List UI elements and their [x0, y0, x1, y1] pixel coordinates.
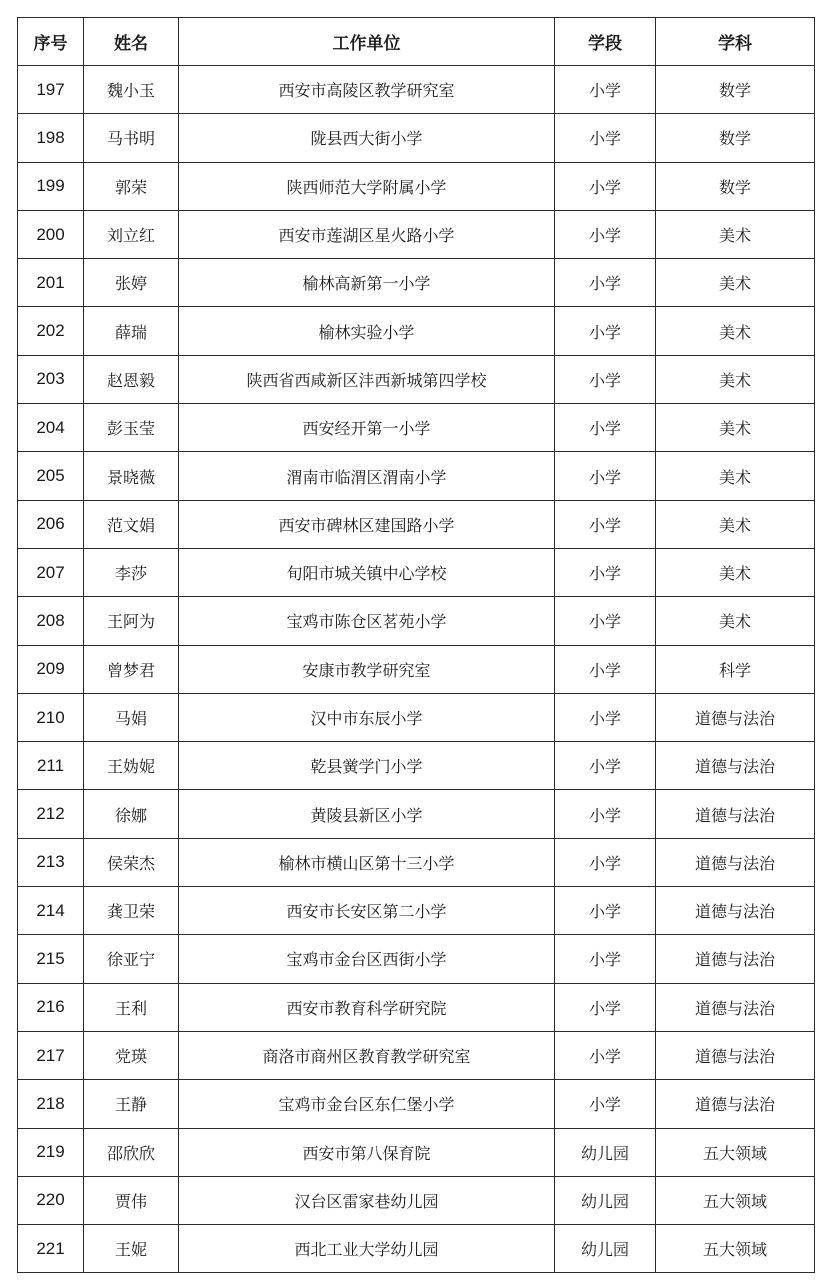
cell-subject: 道德与法治: [656, 1080, 815, 1128]
cell-name: 马书明: [84, 114, 179, 162]
cell-stage: 小学: [555, 500, 656, 548]
cell-seq: 199: [18, 162, 84, 210]
cell-stage: 小学: [555, 742, 656, 790]
cell-seq: 217: [18, 1031, 84, 1079]
cell-unit: 西安市莲湖区星火路小学: [179, 210, 555, 258]
table-row: [18, 1225, 815, 1273]
cell-name: 刘立红: [84, 210, 179, 258]
cell-seq: 216: [18, 983, 84, 1031]
cell-name: 薛瑞: [84, 307, 179, 355]
cell-unit: 商洛市商州区教育教学研究室: [179, 1031, 555, 1079]
cell-name: 徐亚宁: [84, 935, 179, 983]
cell-subject: 道德与法治: [656, 790, 815, 838]
table-header: [18, 18, 815, 66]
header-subject: 学科: [656, 18, 815, 66]
cell-unit: 西安市长安区第二小学: [179, 887, 555, 935]
cell-stage: 小学: [555, 307, 656, 355]
cell-seq: 211: [18, 742, 84, 790]
cell-seq: 221: [18, 1225, 84, 1273]
cell-stage: 小学: [555, 1031, 656, 1079]
cell-unit: 乾县黉学门小学: [179, 742, 555, 790]
cell-subject: 美术: [656, 404, 815, 452]
cell-name: 王阿为: [84, 597, 179, 645]
cell-subject: 道德与法治: [656, 742, 815, 790]
table-row: [18, 887, 815, 935]
cell-subject: 美术: [656, 355, 815, 403]
table-row: [18, 1080, 815, 1128]
cell-unit: 宝鸡市陈仓区茗苑小学: [179, 597, 555, 645]
cell-subject: 道德与法治: [656, 887, 815, 935]
cell-stage: 幼儿园: [555, 1176, 656, 1224]
cell-unit: 西安市第八保育院: [179, 1128, 555, 1176]
cell-subject: 美术: [656, 259, 815, 307]
cell-subject: 美术: [656, 307, 815, 355]
table-row: [18, 742, 815, 790]
cell-name: 张婷: [84, 259, 179, 307]
cell-seq: 200: [18, 210, 84, 258]
cell-subject: 数学: [656, 114, 815, 162]
cell-name: 李莎: [84, 548, 179, 596]
table-row: [18, 66, 815, 114]
table-row: [18, 1128, 815, 1176]
cell-unit: 陕西省西咸新区沣西新城第四学校: [179, 355, 555, 403]
table-row: [18, 355, 815, 403]
cell-stage: 小学: [555, 790, 656, 838]
cell-seq: 206: [18, 500, 84, 548]
cell-stage: 小学: [555, 1080, 656, 1128]
cell-subject: 美术: [656, 452, 815, 500]
cell-stage: 小学: [555, 404, 656, 452]
cell-seq: 197: [18, 66, 84, 114]
table-row: [18, 645, 815, 693]
cell-stage: 小学: [555, 66, 656, 114]
table-row: [18, 210, 815, 258]
cell-unit: 陕西师范大学附属小学: [179, 162, 555, 210]
cell-seq: 203: [18, 355, 84, 403]
cell-seq: 201: [18, 259, 84, 307]
cell-stage: 小学: [555, 887, 656, 935]
cell-unit: 榆林市横山区第十三小学: [179, 838, 555, 886]
table-row: [18, 162, 815, 210]
cell-unit: 汉台区雷家巷幼儿园: [179, 1176, 555, 1224]
cell-stage: 小学: [555, 693, 656, 741]
cell-seq: 209: [18, 645, 84, 693]
cell-stage: 幼儿园: [555, 1225, 656, 1273]
cell-stage: 小学: [555, 645, 656, 693]
table-row: [18, 114, 815, 162]
cell-stage: 小学: [555, 548, 656, 596]
cell-stage: 小学: [555, 838, 656, 886]
cell-unit: 西北工业大学幼儿园: [179, 1225, 555, 1273]
cell-subject: 美术: [656, 548, 815, 596]
cell-unit: 旬阳市城关镇中心学校: [179, 548, 555, 596]
cell-name: 党瑛: [84, 1031, 179, 1079]
cell-seq: 204: [18, 404, 84, 452]
cell-subject: 道德与法治: [656, 983, 815, 1031]
cell-unit: 西安市碑林区建国路小学: [179, 500, 555, 548]
header-seq: 序号: [18, 18, 84, 66]
cell-subject: 美术: [656, 500, 815, 548]
cell-unit: 宝鸡市金台区东仁堡小学: [179, 1080, 555, 1128]
cell-name: 王妫妮: [84, 742, 179, 790]
cell-unit: 西安市高陵区教学研究室: [179, 66, 555, 114]
header-name: 姓名: [84, 18, 179, 66]
cell-name: 侯荣杰: [84, 838, 179, 886]
table-row: [18, 259, 815, 307]
table-body: [18, 66, 815, 1273]
cell-name: 徐娜: [84, 790, 179, 838]
cell-stage: 小学: [555, 114, 656, 162]
cell-seq: 205: [18, 452, 84, 500]
cell-subject: 五大领域: [656, 1128, 815, 1176]
cell-seq: 215: [18, 935, 84, 983]
table-row: [18, 790, 815, 838]
cell-subject: 道德与法治: [656, 935, 815, 983]
table-row: [18, 1176, 815, 1224]
cell-seq: 210: [18, 693, 84, 741]
cell-seq: 208: [18, 597, 84, 645]
cell-seq: 219: [18, 1128, 84, 1176]
cell-unit: 榆林高新第一小学: [179, 259, 555, 307]
cell-unit: 陇县西大街小学: [179, 114, 555, 162]
cell-stage: 小学: [555, 983, 656, 1031]
cell-name: 彭玉莹: [84, 404, 179, 452]
cell-unit: 汉中市东辰小学: [179, 693, 555, 741]
cell-name: 赵恩毅: [84, 355, 179, 403]
cell-stage: 小学: [555, 259, 656, 307]
cell-name: 范文娟: [84, 500, 179, 548]
table-row: [18, 935, 815, 983]
table-row: [18, 307, 815, 355]
table-row: [18, 693, 815, 741]
cell-subject: 五大领域: [656, 1176, 815, 1224]
cell-name: 邵欣欣: [84, 1128, 179, 1176]
table-row: [18, 983, 815, 1031]
table-row: [18, 1031, 815, 1079]
header-unit: 工作单位: [179, 18, 555, 66]
cell-subject: 道德与法治: [656, 838, 815, 886]
cell-unit: 渭南市临渭区渭南小学: [179, 452, 555, 500]
table-row: [18, 548, 815, 596]
cell-unit: 西安经开第一小学: [179, 404, 555, 452]
cell-name: 王利: [84, 983, 179, 1031]
cell-subject: 美术: [656, 597, 815, 645]
cell-name: 贾伟: [84, 1176, 179, 1224]
cell-seq: 212: [18, 790, 84, 838]
roster-table: [17, 17, 815, 1273]
cell-seq: 213: [18, 838, 84, 886]
cell-unit: 榆林实验小学: [179, 307, 555, 355]
header-row: [18, 18, 815, 66]
cell-subject: 数学: [656, 66, 815, 114]
cell-stage: 小学: [555, 210, 656, 258]
cell-unit: 宝鸡市金台区西街小学: [179, 935, 555, 983]
cell-stage: 小学: [555, 162, 656, 210]
cell-name: 王静: [84, 1080, 179, 1128]
cell-seq: 207: [18, 548, 84, 596]
cell-stage: 小学: [555, 935, 656, 983]
cell-stage: 幼儿园: [555, 1128, 656, 1176]
cell-stage: 小学: [555, 597, 656, 645]
cell-name: 景晓薇: [84, 452, 179, 500]
cell-name: 龚卫荣: [84, 887, 179, 935]
cell-unit: 西安市教育科学研究院: [179, 983, 555, 1031]
cell-name: 王妮: [84, 1225, 179, 1273]
table-row: [18, 838, 815, 886]
cell-unit: 黄陵县新区小学: [179, 790, 555, 838]
cell-subject: 美术: [656, 210, 815, 258]
cell-name: 马娟: [84, 693, 179, 741]
cell-seq: 214: [18, 887, 84, 935]
cell-subject: 道德与法治: [656, 693, 815, 741]
cell-seq: 202: [18, 307, 84, 355]
cell-seq: 198: [18, 114, 84, 162]
cell-subject: 数学: [656, 162, 815, 210]
cell-stage: 小学: [555, 452, 656, 500]
cell-stage: 小学: [555, 355, 656, 403]
cell-seq: 220: [18, 1176, 84, 1224]
cell-seq: 218: [18, 1080, 84, 1128]
cell-name: 曾梦君: [84, 645, 179, 693]
cell-unit: 安康市教学研究室: [179, 645, 555, 693]
cell-name: 郭荣: [84, 162, 179, 210]
table-row: [18, 404, 815, 452]
table-row: [18, 597, 815, 645]
cell-subject: 五大领域: [656, 1225, 815, 1273]
table-row: [18, 500, 815, 548]
header-stage: 学段: [555, 18, 656, 66]
cell-subject: 道德与法治: [656, 1031, 815, 1079]
cell-subject: 科学: [656, 645, 815, 693]
cell-name: 魏小玉: [84, 66, 179, 114]
table-row: [18, 452, 815, 500]
